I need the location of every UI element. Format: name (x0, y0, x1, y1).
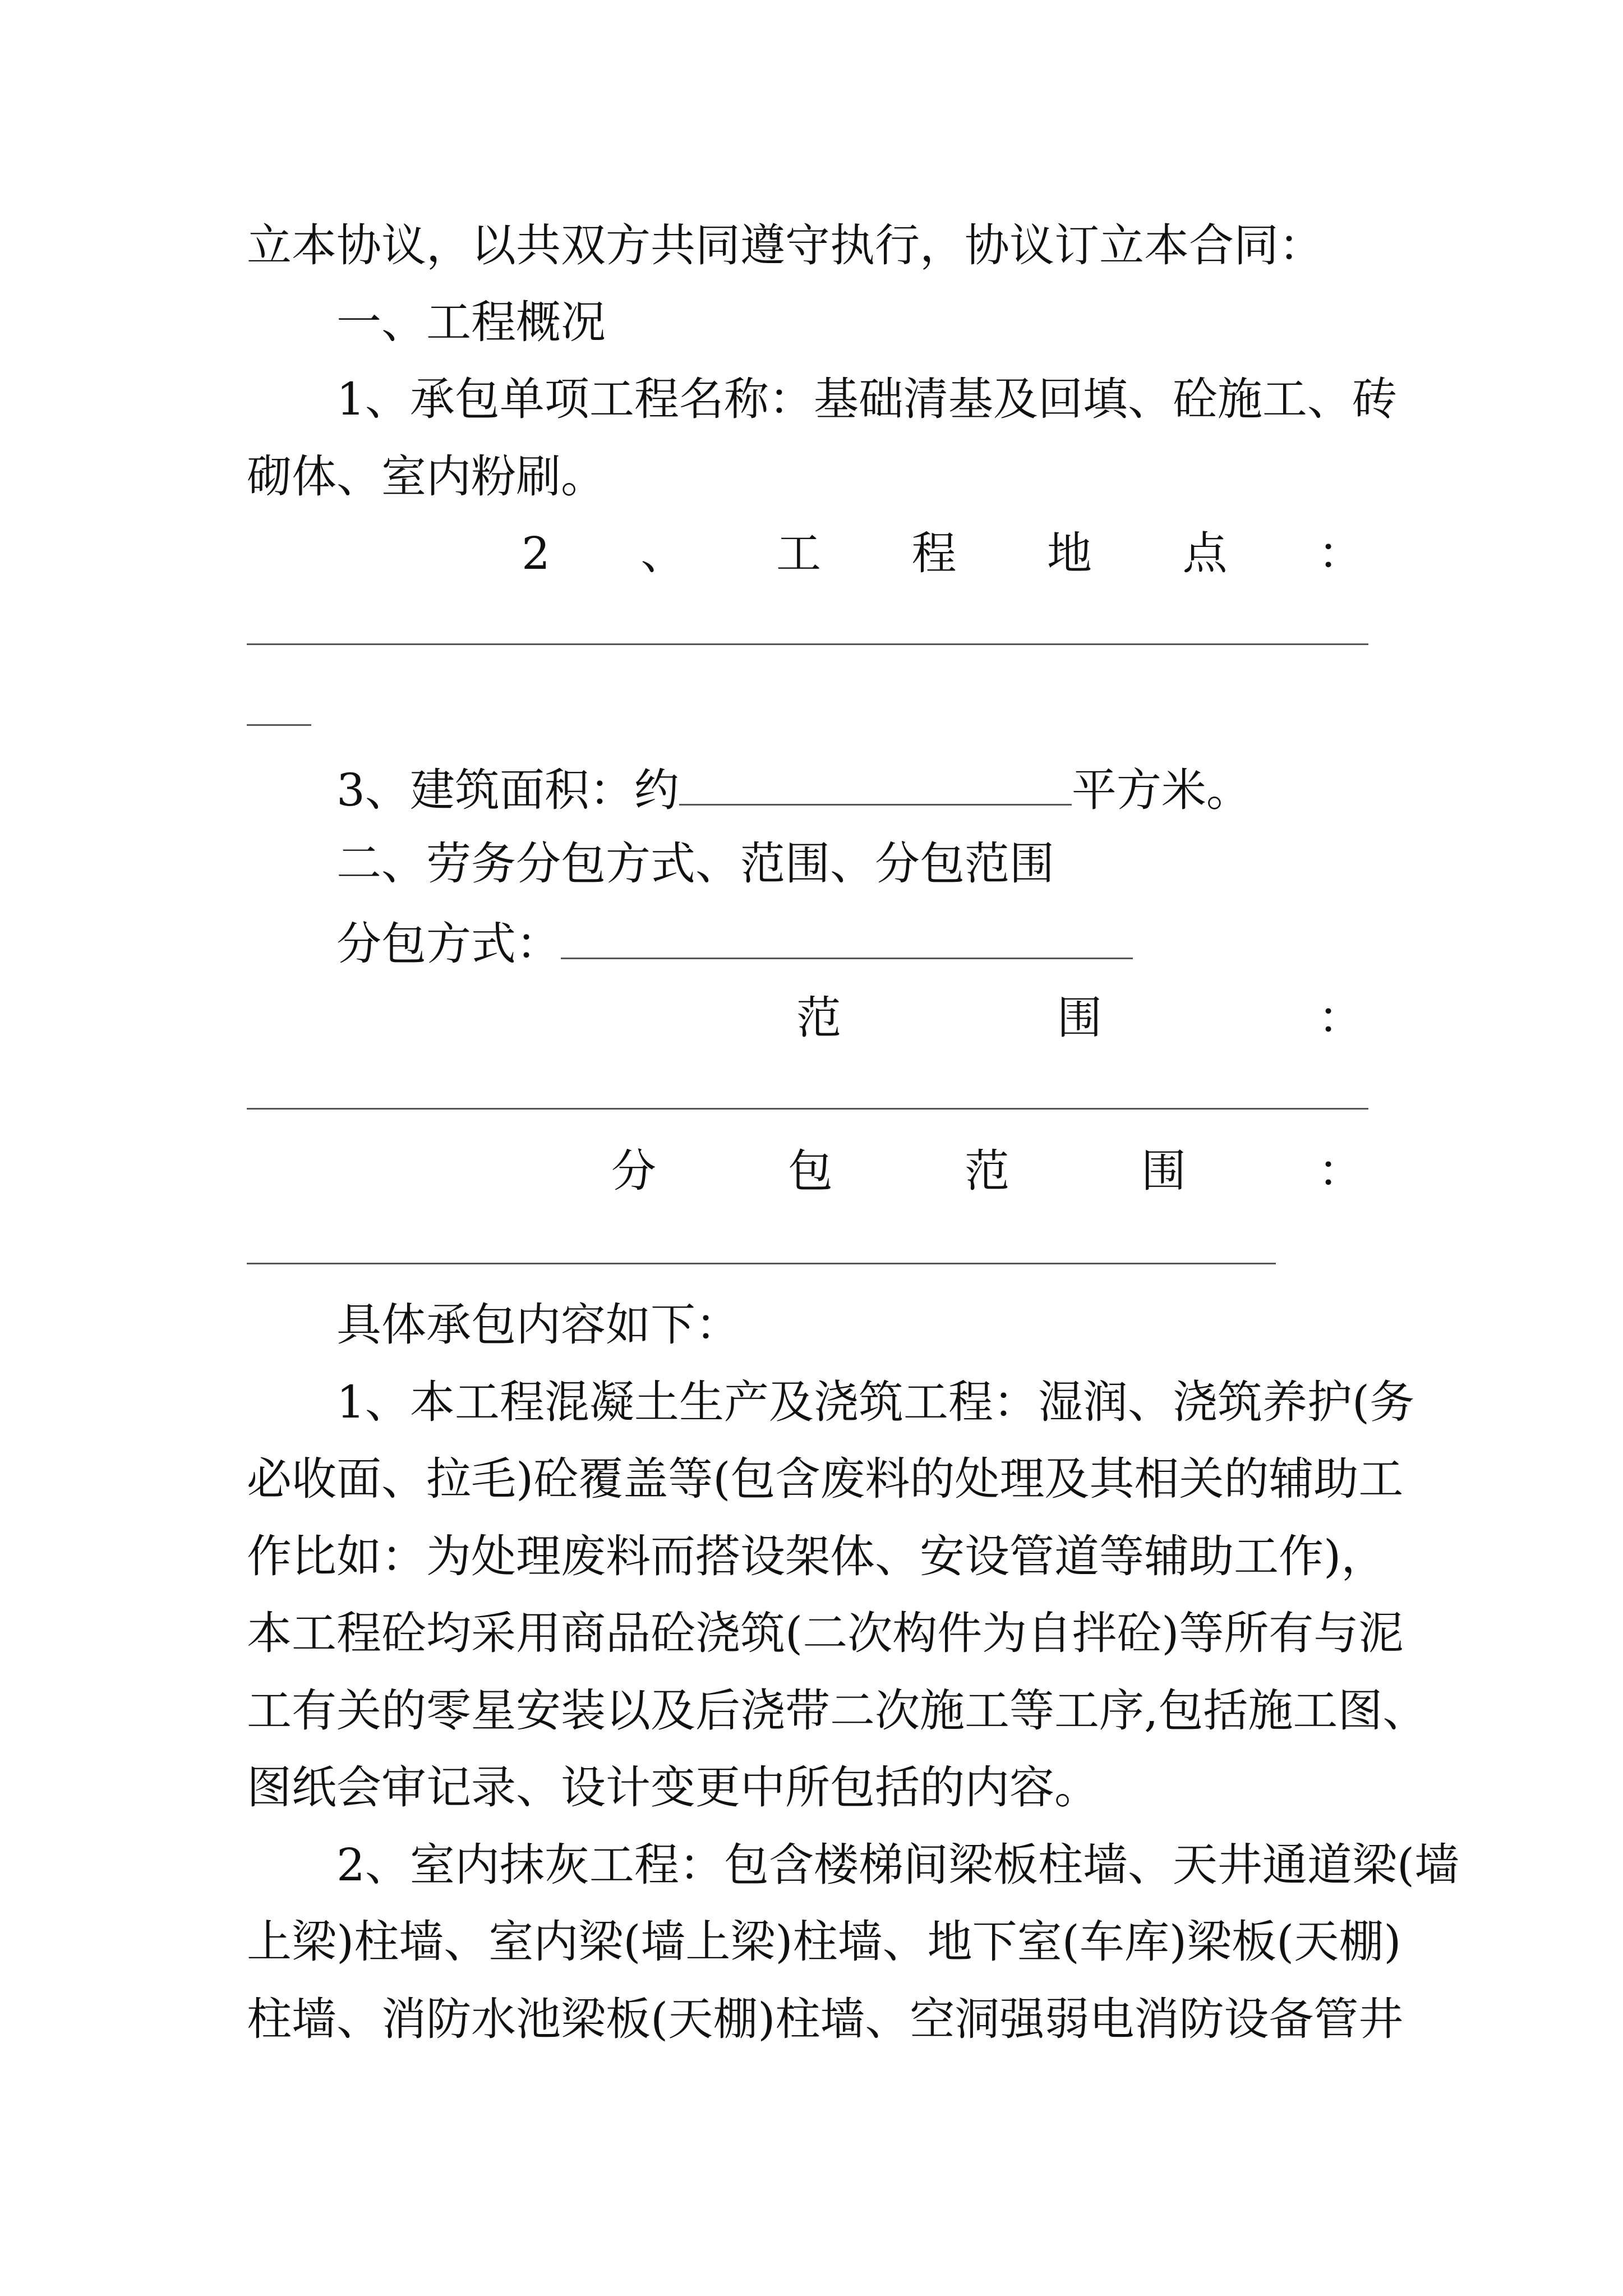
paragraph-1-line-1: 1、本工程混凝土生产及浇筑工程：湿润、浇筑养护(务 (336, 1376, 1415, 1428)
item-project-location-label: 2 、 工 程 地 点 ： (522, 527, 1363, 579)
paragraph-1-line-5: 工有关的零星安装以及后浇带二次施工等工序,包括施工图、 (247, 1685, 1428, 1737)
item-project-name: 1、承包单项工程名称：基础清基及回填、砼施工、砖 (336, 373, 1397, 425)
blank-area-value (679, 759, 1072, 806)
detail-heading: 具体承包内容如下： (336, 1299, 740, 1351)
item-project-name-cont: 砌体、室内粉刷。 (247, 450, 606, 503)
blank-line-scope (247, 1108, 1368, 1110)
subcontract-mode: 分包方式： (336, 913, 1391, 972)
paragraph-1-line-4: 本工程砼均采用商品砼浇筑(二次构件为自拌砼)等所有与泥 (247, 1607, 1404, 1659)
paragraph-2-line-3: 柱墙、消防水池梁板(天棚)柱墙、空洞强弱电消防设备管井 (247, 1993, 1404, 2045)
paragraph-2-line-1: 2、室内抹灰工程：包含楼梯间梁板柱墙、天井通道梁(墙 (336, 1839, 1460, 1891)
blank-line-location-cont (247, 724, 311, 726)
blank-subcontract-mode (561, 913, 1133, 959)
paragraph-1-line-3: 作比如：为处理废料而搭设架体、安设管道等辅助工作)， (247, 1530, 1386, 1582)
scope-label: 范 围 ： (796, 992, 1363, 1044)
item-building-area: 3、建筑面积：约 平方米。 (336, 759, 1391, 818)
paragraph-1-line-2: 必收面、拉毛)砼覆盖等(包含废料的处理及其相关的辅助工 (247, 1453, 1404, 1505)
paragraph-2-line-2: 上梁)柱墙、室内梁(墙上梁)柱墙、地下室(车库)梁板(天棚) (247, 1916, 1401, 1968)
paragraph-1-line-6: 图纸会审记录、设计变更中所包括的内容。 (247, 1761, 1099, 1814)
section-heading-subcontract: 二、劳务分包方式、范围、分包范围 (336, 838, 1054, 890)
subscope-label: 分 包 范 围 ： (611, 1145, 1363, 1197)
text-line-intro: 立本协议，以共双方共同遵守执行，协议订立本合同： (247, 219, 1324, 272)
blank-line-subscope (247, 1263, 1276, 1264)
blank-line-location (247, 643, 1368, 645)
section-heading-project-overview: 一、工程概况 (336, 296, 606, 348)
